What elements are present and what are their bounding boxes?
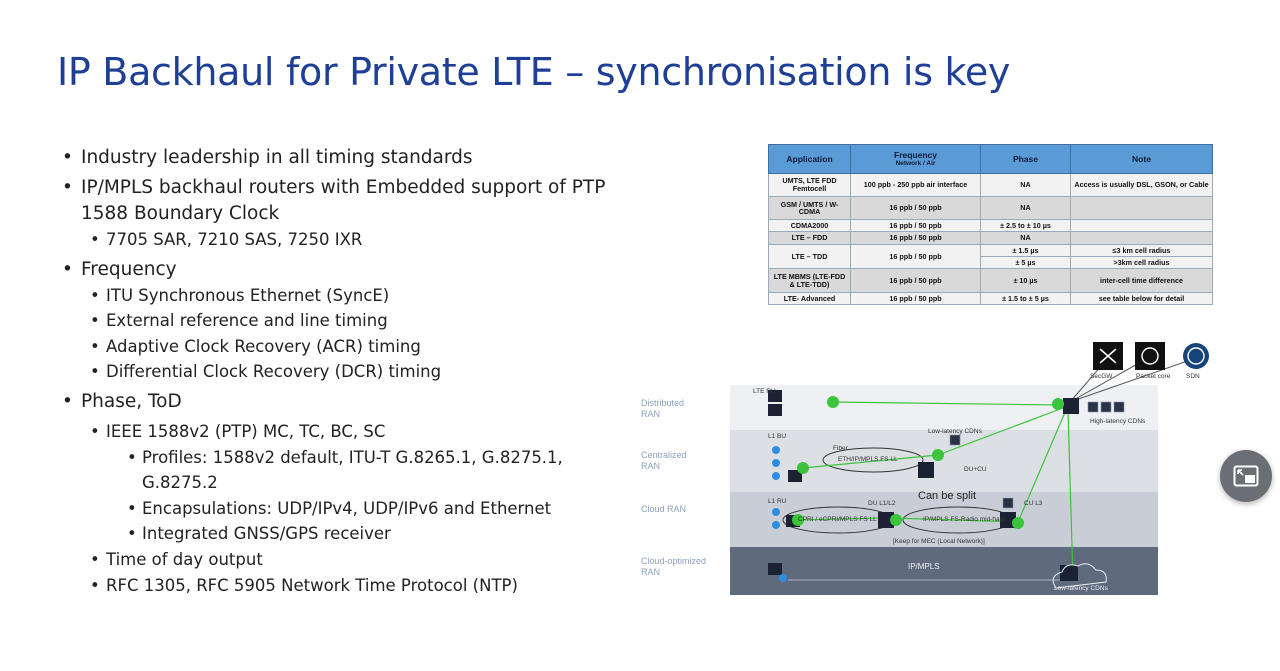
list-item: • Profiles: 1588v2 default, ITU-T G.8265.1, G.8275.1, G.8275.2 — [127, 447, 563, 493]
keep-for-mec-label: [Keep for MEC (Local Network)] — [893, 538, 985, 545]
header-application: Application — [769, 145, 851, 174]
row-label-centralized: Centralized RAN — [641, 450, 687, 471]
site-circle — [932, 449, 944, 461]
sdn-icon — [1183, 343, 1209, 369]
bu-label: L1 BU — [768, 433, 787, 440]
sync-requirements-table — [768, 144, 1213, 305]
cu-label: CU L3 — [1024, 500, 1043, 507]
row-label-distributed: Distributed RAN — [641, 398, 685, 419]
table-row: LTE- Advanced 16 ppb / 50 ppb ± 1.5 to ± 5 µs see table below for detail — [769, 292, 1213, 304]
list-item: • IP/MPLS backhaul routers with Embedded support of PTP 1588 Boundary Clock — [62, 177, 606, 224]
row-label-cloud: Cloud RAN — [641, 504, 687, 514]
ru-circle — [772, 521, 780, 529]
cdn-box — [950, 435, 960, 445]
list-item: • IEEE 1588v2 (PTP) MC, TC, BC, SC — [90, 421, 386, 441]
mpls1-label: ETH/IP/MPLS FS LL — [838, 456, 898, 463]
router-node — [918, 462, 934, 478]
ru-label: L1 RU — [768, 498, 787, 505]
header-note: Note — [1071, 145, 1213, 174]
table-row: LTE – TDD 16 ppb / 50 ppb ± 1.5 µs ≤3 km cell radius — [769, 244, 1213, 256]
list-item: • Differential Clock Recovery (DCR) timing — [90, 362, 442, 382]
table-row: ± 5 µs >3km cell radius — [769, 257, 1213, 269]
site-circle — [1012, 517, 1024, 529]
table-header-row — [769, 145, 1213, 174]
low-latency-label-2: Low-latency CDNs — [1054, 585, 1108, 592]
table-row: CDMA2000 16 ppb / 50 ppb ± 2.5 to ± 10 µs — [769, 220, 1213, 232]
list-item: • RFC 1305, RFC 5905 Network Time Protocol (NTP) — [90, 575, 518, 595]
header-phase: Phase — [981, 145, 1071, 174]
list-item: • Adaptive Clock Recovery (ACR) timing — [90, 336, 421, 356]
list-item: • Frequency — [62, 258, 177, 280]
can-be-split-label: Can be split — [918, 490, 977, 502]
table-row: LTE MBMS (LTE-FDD & LTE-TDD) 16 ppb / 50 ppb ± 10 µs inter-cell time difference — [769, 269, 1213, 292]
site-circle — [827, 396, 839, 408]
ltu-ru-label: LTE RU — [753, 388, 776, 395]
site-circle — [797, 462, 809, 474]
list-item: • External reference and line timing — [90, 311, 388, 331]
router-node — [1063, 398, 1079, 414]
ru-circle — [779, 574, 787, 582]
list-item: • Integrated GNSS/GPS receiver — [127, 524, 391, 544]
pip-button[interactable] — [1220, 450, 1272, 502]
mpls2-label: CPRI / eCPRI/MPLS FS LL — [798, 516, 877, 523]
row-label-cloud-optimized: Cloud-optimized RAN — [641, 556, 707, 577]
cdn-box — [1088, 402, 1098, 412]
ipmpls-label: IP/MPLS — [908, 562, 940, 571]
mpls3-label: IP/MPLS FS-Radio mid-haul — [923, 516, 1005, 523]
du-label: DU L1/L2 — [868, 500, 896, 507]
site-circle — [890, 514, 902, 526]
list-item: • Encapsulations: UDP/IPv4, UDP/IPv6 and Ethernet — [127, 498, 552, 518]
table-row: GSM / UMTS / W-CDMA 16 ppb / 50 ppb NA — [769, 196, 1213, 219]
low-latency-label: Low-latency CDNs — [928, 428, 982, 435]
fiber-label: Fiber — [833, 445, 848, 452]
list-item: • ITU Synchronous Ethernet (SyncE) — [90, 285, 390, 305]
router-node — [1060, 565, 1078, 581]
bullet-list — [62, 145, 622, 598]
cdn-box — [1003, 498, 1013, 508]
du-cu-label: DU+CU — [964, 466, 987, 473]
ran-architecture-diagram — [638, 340, 1218, 600]
slide-title: IP Backhaul for Private LTE – synchronisation is key — [57, 50, 1011, 94]
list-item: • 7705 SAR, 7210 SAS, 7250 IXR — [90, 230, 363, 249]
picture-in-picture-icon — [1233, 465, 1259, 487]
table-row: LTE – FDD 16 ppb / 50 ppb NA — [769, 232, 1213, 244]
packet-core-icon — [1135, 342, 1165, 370]
cdn-box — [1101, 402, 1111, 412]
ru-node — [768, 563, 782, 575]
ru-circle — [772, 446, 780, 454]
secgw-label: SecGW — [1090, 373, 1113, 380]
list-item: • Industry leadership in all timing standards — [62, 147, 473, 168]
ru-circle — [772, 459, 780, 467]
sdn-label: SDN — [1186, 373, 1200, 380]
header-frequency: Frequency Network / Air — [851, 145, 981, 174]
ru-node — [768, 404, 782, 416]
diagram-canvas — [638, 340, 1218, 600]
cdn-box — [1114, 402, 1124, 412]
high-latency-label: High-latency CDNs — [1090, 418, 1146, 425]
packet-core-label: Packet core — [1136, 373, 1171, 380]
ru-circle — [772, 472, 780, 480]
site-circle — [1052, 398, 1064, 410]
table-row: UMTS, LTE FDD Femtocell 100 ppb - 250 ppb air interface NA Access is usually DSL, GSON, or Cable — [769, 173, 1213, 196]
list-item: • Time of day output — [90, 549, 263, 569]
ru-circle — [772, 508, 780, 516]
list-item: • Phase, ToD — [62, 390, 182, 412]
centralized-panel — [730, 430, 1158, 492]
